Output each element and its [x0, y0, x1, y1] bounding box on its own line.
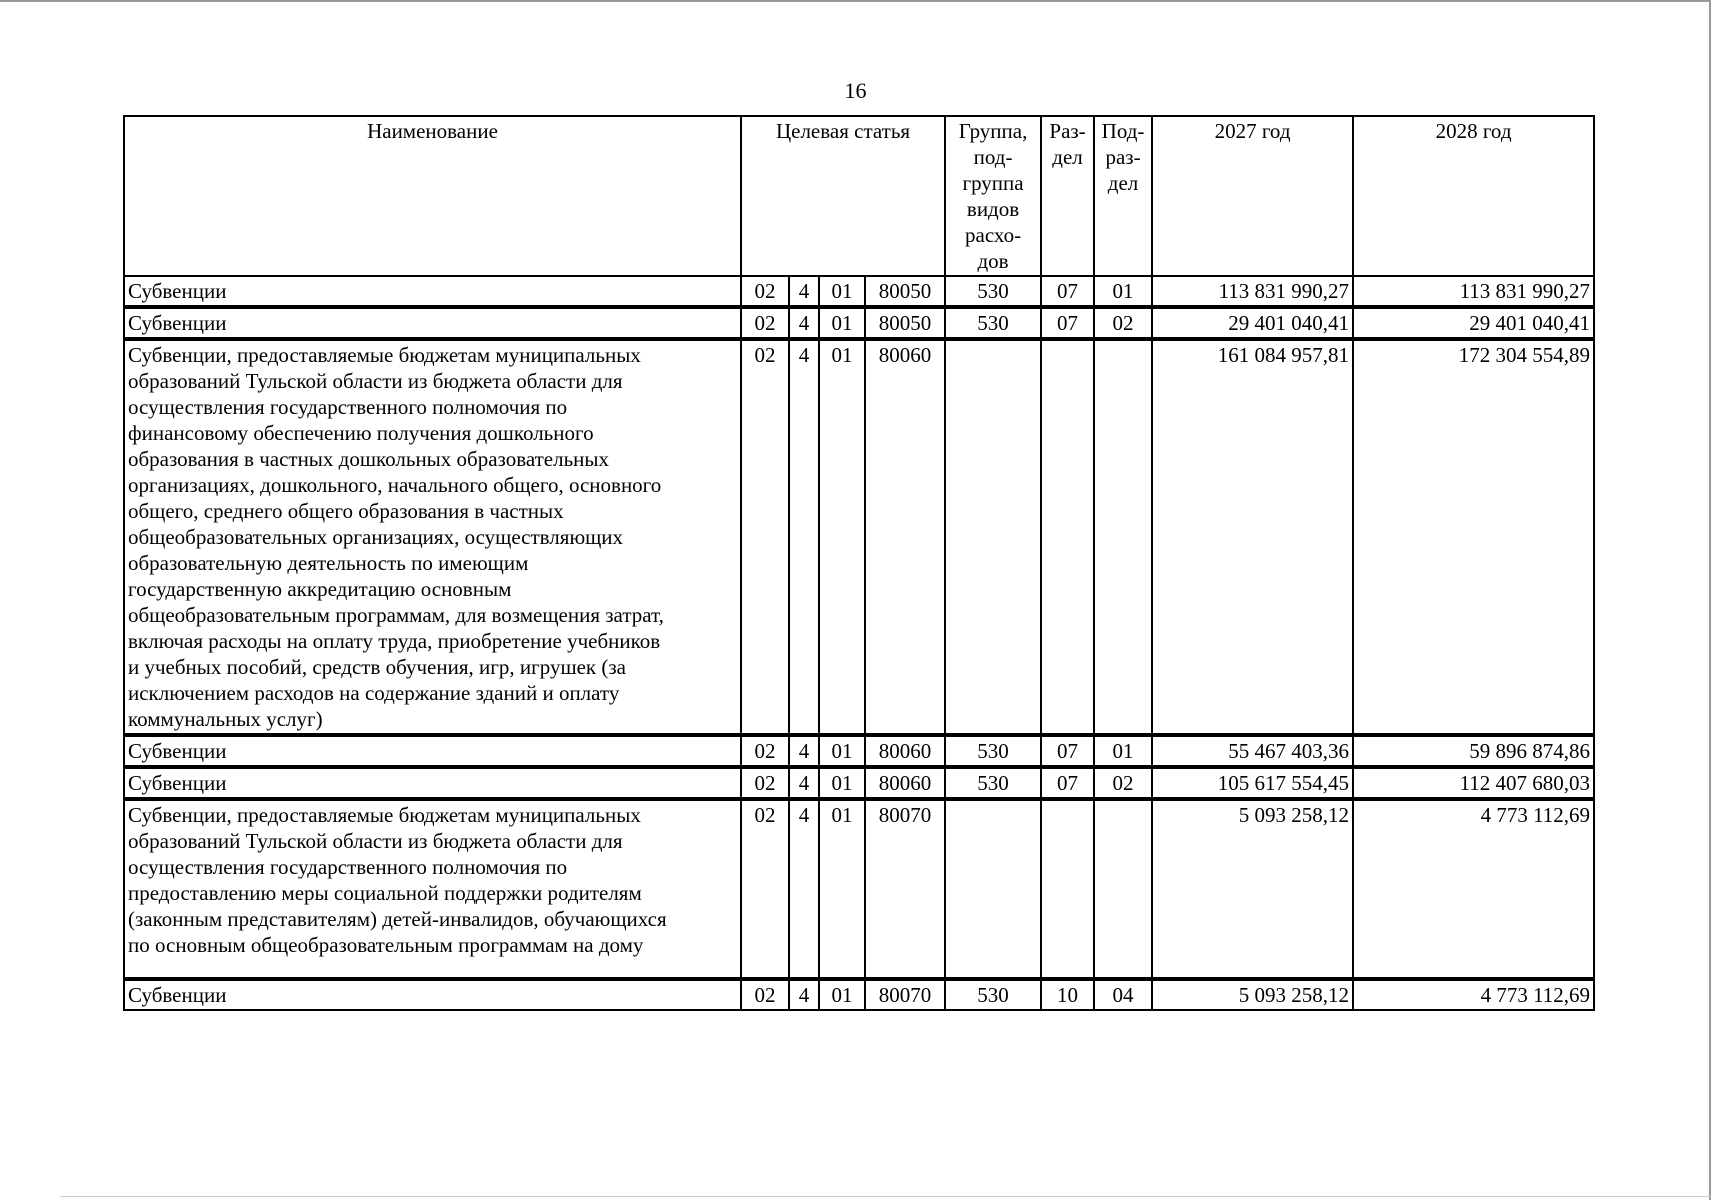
- row-program-code: 02: [741, 307, 789, 339]
- row-amount-2028: 172 304 554,89: [1353, 339, 1594, 735]
- row-name-long: [124, 339, 741, 735]
- table-row: [124, 307, 1594, 339]
- row-amount-2028: 112 407 680,03: [1353, 767, 1594, 799]
- row-name-line: (законным представителям) детей-инвалидов, обучающихся: [128, 907, 667, 931]
- row-subsection: 01: [1094, 735, 1152, 767]
- row-article-code: 80070: [865, 979, 945, 1010]
- row-name-line: образований Тульской области из бюджета области для: [128, 829, 623, 853]
- table-row: [124, 979, 1594, 1010]
- header-expense-group-line: дов: [977, 249, 1009, 273]
- row-program-code: 02: [741, 339, 789, 735]
- header-section-line: дел: [1052, 145, 1083, 169]
- row-section: 10: [1041, 979, 1094, 1010]
- row-amount-2028: 4 773 112,69: [1353, 799, 1594, 979]
- row-amount-2027: 5 093 258,12: [1152, 799, 1353, 979]
- row-article-code: 80060: [865, 735, 945, 767]
- row-program-code: 02: [741, 767, 789, 799]
- row-amount-2028: 113 831 990,27: [1353, 276, 1594, 307]
- row-subprogram-code: 4: [789, 735, 819, 767]
- row-name-line: общеобразовательных организациях, осуществляющих: [128, 525, 624, 549]
- row-name: Субвенции: [124, 979, 741, 1010]
- header-expense-group-line: видов: [966, 197, 1020, 221]
- row-section: 07: [1041, 735, 1094, 767]
- row-subprogram-code: 4: [789, 767, 819, 799]
- row-subsection: [1094, 799, 1152, 979]
- row-subsection: 02: [1094, 767, 1152, 799]
- header-year-2028: 2028 год: [1353, 116, 1594, 276]
- row-subsection: 01: [1094, 276, 1152, 307]
- row-group-code: 01: [819, 767, 865, 799]
- row-subsection: 02: [1094, 307, 1152, 339]
- row-name-line: осуществления государственного полномочия по: [128, 395, 568, 419]
- row-expense-type: 530: [945, 767, 1041, 799]
- row-group-code: 01: [819, 979, 865, 1010]
- row-name-line: предоставлению меры социальной поддержки родителям: [128, 881, 642, 905]
- row-name: Субвенции: [124, 767, 741, 799]
- row-name-line: общеобразовательным программам, для возмещения затрат,: [128, 603, 664, 627]
- row-name-line: коммунальных услуг): [128, 707, 323, 731]
- row-article-code: 80060: [865, 339, 945, 735]
- row-name-line: государственную аккредитацию основным: [128, 577, 512, 601]
- header-expense-group-line: Группа,: [958, 119, 1028, 143]
- table-row: [124, 276, 1594, 307]
- row-name-line: образовательную деятельность по имеющим: [128, 551, 529, 575]
- row-expense-type: 530: [945, 979, 1041, 1010]
- row-group-code: 01: [819, 276, 865, 307]
- header-subsection: [1094, 116, 1152, 276]
- row-group-code: 01: [819, 799, 865, 979]
- header-expense-group: [945, 116, 1041, 276]
- row-amount-2028: 29 401 040,41: [1353, 307, 1594, 339]
- row-name: Субвенции: [124, 276, 741, 307]
- row-amount-2027: 113 831 990,27: [1152, 276, 1353, 307]
- header-expense-group-line: группа: [962, 171, 1024, 195]
- header-target-article: Целевая статья: [741, 116, 945, 276]
- row-subprogram-code: 4: [789, 339, 819, 735]
- row-section: 07: [1041, 767, 1094, 799]
- row-section: [1041, 339, 1094, 735]
- header-section-line: Раз-: [1049, 119, 1086, 143]
- row-program-code: 02: [741, 799, 789, 979]
- row-name-line: Субвенции, предоставляемые бюджетам муниципальных: [128, 803, 641, 827]
- row-amount-2027: 161 084 957,81: [1152, 339, 1353, 735]
- row-subprogram-code: 4: [789, 799, 819, 979]
- row-section: [1041, 799, 1094, 979]
- table-header-row: [124, 116, 1594, 276]
- row-section: 07: [1041, 307, 1094, 339]
- header-expense-group-line: под-: [973, 145, 1013, 169]
- row-name-line: по основным общеобразовательным программам на дому: [128, 933, 644, 957]
- row-name-line: включая расходы на оплату труда, приобретение учебников: [128, 629, 661, 653]
- header-expense-group-line: расхо-: [965, 223, 1022, 247]
- row-program-code: 02: [741, 979, 789, 1010]
- row-expense-type: 530: [945, 307, 1041, 339]
- row-subprogram-code: 4: [789, 276, 819, 307]
- row-section: 07: [1041, 276, 1094, 307]
- table-row: [124, 339, 1594, 735]
- row-article-code: 80050: [865, 276, 945, 307]
- header-subsection-line: Под-: [1101, 119, 1145, 143]
- row-amount-2027: 105 617 554,45: [1152, 767, 1353, 799]
- row-expense-type: [945, 339, 1041, 735]
- page-number: 16: [844, 78, 867, 103]
- row-name-line: финансовому обеспечению получения дошкольного: [128, 421, 594, 445]
- row-name: Субвенции: [124, 735, 741, 767]
- row-amount-2028: 59 896 874,86: [1353, 735, 1594, 767]
- header-subsection-line: дел: [1107, 171, 1139, 195]
- header-subsection-line: раз-: [1105, 145, 1141, 169]
- row-subprogram-code: 4: [789, 307, 819, 339]
- row-subsection: [1094, 339, 1152, 735]
- page-edge-bottom: [60, 1196, 1711, 1197]
- row-name-line: общего, среднего общего образования в частных: [128, 499, 564, 523]
- table-row: [124, 799, 1594, 979]
- header-name: Наименование: [124, 116, 741, 276]
- page-edge-top: [0, 0, 1711, 2]
- row-program-code: 02: [741, 735, 789, 767]
- row-subsection: 04: [1094, 979, 1152, 1010]
- row-name-line: образования в частных дошкольных образовательных: [128, 447, 610, 471]
- budget-table: [123, 115, 1595, 1011]
- row-amount-2028: 4 773 112,69: [1353, 979, 1594, 1010]
- row-group-code: 01: [819, 339, 865, 735]
- header-year-2027: 2027 год: [1152, 116, 1353, 276]
- header-section: [1041, 116, 1094, 276]
- table-row: [124, 735, 1594, 767]
- row-name-line: исключением расходов на содержание зданий и оплату: [128, 681, 620, 705]
- row-amount-2027: 5 093 258,12: [1152, 979, 1353, 1010]
- row-name-line: образований Тульской области из бюджета области для: [128, 369, 623, 393]
- row-subprogram-code: 4: [789, 979, 819, 1010]
- row-expense-type: 530: [945, 276, 1041, 307]
- row-name-long: [124, 799, 741, 979]
- row-article-code: 80070: [865, 799, 945, 979]
- row-name-line: осуществления государственного полномочия по: [128, 855, 568, 879]
- row-article-code: 80050: [865, 307, 945, 339]
- table-row: [124, 767, 1594, 799]
- row-name-line: и учебных пособий, средств обучения, игр, игрушек (за: [128, 655, 626, 679]
- row-group-code: 01: [819, 307, 865, 339]
- row-group-code: 01: [819, 735, 865, 767]
- row-name: Субвенции: [124, 307, 741, 339]
- row-amount-2027: 55 467 403,36: [1152, 735, 1353, 767]
- row-name-line: организациях, дошкольного, начального общего, основного: [128, 473, 662, 497]
- row-expense-type: [945, 799, 1041, 979]
- row-article-code: 80060: [865, 767, 945, 799]
- row-program-code: 02: [741, 276, 789, 307]
- row-name-line: Субвенции, предоставляемые бюджетам муниципальных: [128, 343, 641, 367]
- row-expense-type: 530: [945, 735, 1041, 767]
- row-amount-2027: 29 401 040,41: [1152, 307, 1353, 339]
